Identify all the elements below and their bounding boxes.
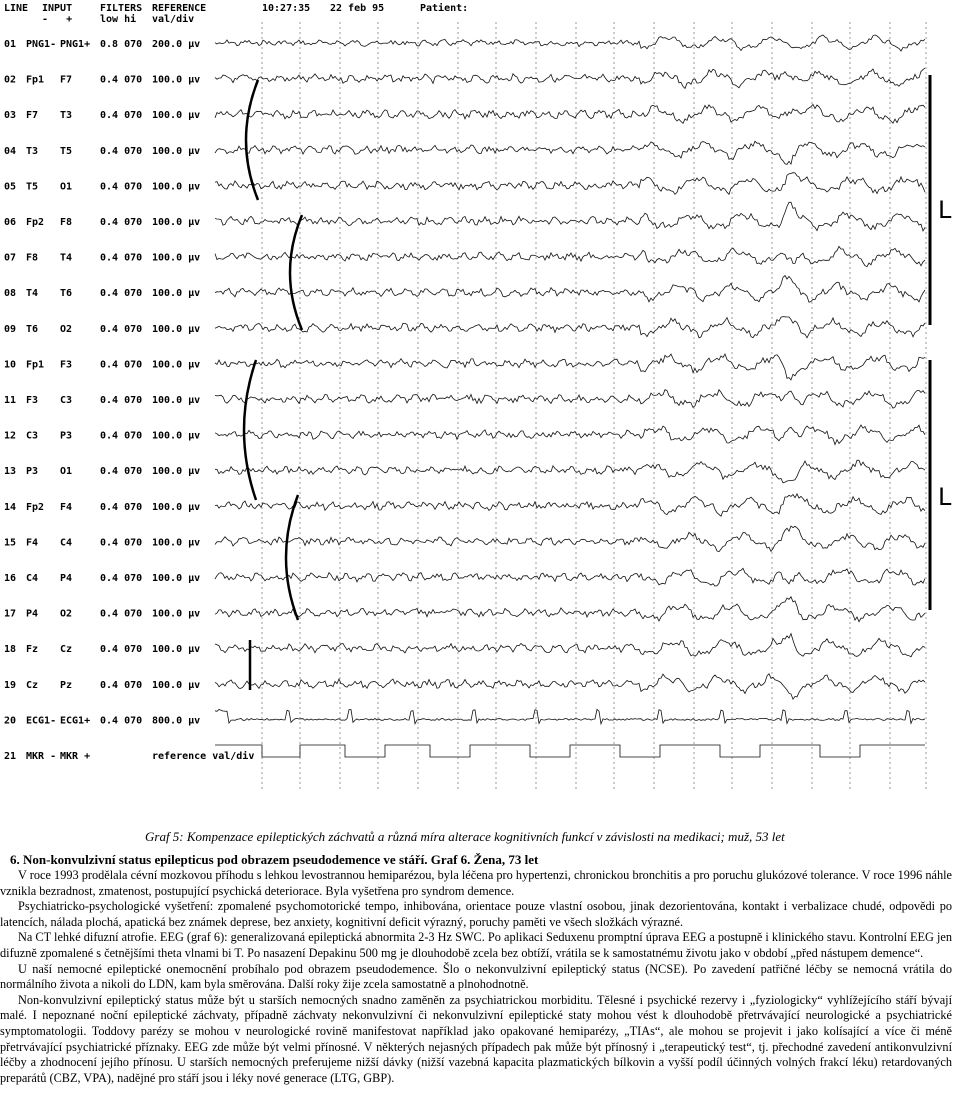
channel-input-neg: T5: [26, 181, 39, 193]
channel-input-neg: F3: [26, 395, 39, 406]
eeg-channel-labels: [4, 39, 254, 762]
channel-trace: [215, 745, 925, 757]
channel-row: [4, 573, 200, 584]
channel-number: 20: [4, 715, 17, 727]
caption-lead: Graf 5:: [145, 829, 187, 844]
channel-input-pos: F4: [60, 501, 73, 513]
channel-number: 05: [4, 181, 17, 193]
channel-input-neg: Fp1: [26, 74, 45, 86]
channel-reference: 100.0 µv: [152, 395, 201, 406]
channel-filter: 0.4 070: [100, 573, 143, 584]
channel-filter: 0.4 070: [100, 608, 143, 620]
channel-number: 07: [4, 252, 17, 264]
header-line: LINE: [4, 3, 29, 14]
channel-input-pos: P4: [60, 573, 73, 584]
channel-input-neg: MKR -: [26, 751, 57, 762]
channel-input-neg: P3: [26, 466, 39, 478]
channel-input-pos: Pz: [60, 679, 73, 691]
channel-number: 11: [4, 395, 17, 406]
channel-row: [4, 359, 200, 370]
channel-filter: 0.4 070: [100, 181, 143, 193]
channel-row: [4, 431, 200, 442]
paragraph: Non-konvulzivní epileptický status může být u starších nemocných snadno zaměněn za psychiatrickou morbiditu. Tělesné i psychické rezervy i „fyziologicky“ vyhlížejícího stáří bývají malé. I nepoznané noční epileptické záchvaty, případně záchvaty nekonvulzivní či nekonvulzivní epileptické staty mohou vést k dlouhodobě přetrvávající neurologické a psychiatrické symptomatologii. Toddovy parézy se mohou v neurologické rovině manifestovat například jako opakované hemiparézy, „TIAs“, ale mohou se projevit i jako kolísající a více či méně přetrvávající psychiatrické příznaky. EEG zde může být velmi přínosné. V některých nejasných případech pak může být přínosný i „terapeutický test“, tj. přechodné zavedení antikonvulzivní léčby a zhodnocení jejího přínosu. U starších nemocných preferujeme nižší dávky (nižší vazebná kapacita plazmatických bílkovin a vyšší podíl účinných volných frakcí léku) retardovaných preparátů (CBZ, VPA), nadějné pro stáří jsou i léky nové generace (LTG, GBP).: [0, 992, 952, 1085]
channel-row: [4, 253, 200, 264]
channel-input-pos: Cz: [60, 644, 73, 656]
channel-filter: 0.4 070: [100, 715, 143, 727]
channel-trace: [215, 354, 925, 380]
channel-number: 21: [4, 751, 17, 762]
paragraph: Psychiatricko-psychologické vyšetření: zpomalené psychomotorické tempo, inhibována, orientace pouze vlastní osobou, jinak dezorientována, kontakt i verbalizace chudé, odpovědi po latencích, nálada plochá, apatická bez známek deprese, bez anxiety, kognitivní deficit výrazný, poruchy paměti ve všech složkách výrazné.: [0, 899, 952, 929]
channel-row: [4, 395, 200, 406]
channel-input-pos: F3: [60, 359, 73, 371]
channel-row: [4, 75, 200, 86]
channel-input-pos: C4: [60, 537, 73, 549]
channel-reference: 100.0 µv: [152, 288, 201, 300]
channel-reference: 100.0 µv: [152, 181, 201, 193]
header-input-signs: - +: [42, 14, 73, 25]
channel-row: [4, 110, 200, 121]
channel-filter: 0.4 070: [100, 323, 143, 335]
channel-trace: [215, 246, 925, 266]
header-filters: FILTERS: [100, 3, 143, 14]
header-input: INPUT: [42, 3, 73, 14]
eeg-traces: [215, 35, 925, 757]
channel-input-pos: T6: [60, 288, 73, 300]
channel-trace: [215, 526, 925, 552]
channel-number: 13: [4, 466, 17, 478]
channel-input-neg: C3: [26, 430, 39, 442]
channel-input-pos: T5: [60, 145, 73, 157]
channel-input-neg: P4: [26, 608, 39, 620]
header-date: 22 feb 95: [330, 3, 385, 14]
channel-number: 14: [4, 501, 17, 513]
channel-input-neg: ECG1-: [26, 715, 57, 727]
channel-row: [4, 181, 200, 192]
channel-input-neg: Cz: [26, 679, 39, 691]
channel-trace: [215, 276, 925, 303]
channel-input-neg: Fz: [26, 644, 39, 656]
header-patient: Patient:: [420, 3, 469, 14]
channel-trace: [215, 390, 925, 409]
channel-number: 08: [4, 288, 17, 300]
channel-filter: 0.4 070: [100, 466, 143, 478]
channel-row: [4, 502, 200, 513]
channel-input-neg: C4: [26, 573, 39, 584]
channel-trace: [215, 568, 925, 586]
channel-input-neg: T4: [26, 288, 39, 300]
channel-input-pos: O2: [60, 608, 73, 620]
eeg-annotations: [244, 75, 952, 690]
channel-reference: 800.0 µv: [152, 715, 201, 727]
paragraph: V roce 1993 prodělala cévní mozkovou příhodu s lehkou levostrannou hemiparézou, byla léčena pro hypertenzi, chronickou bronchitis a pro poruchu glukózové tolerance. V roce 1996 náhle vznikla bezradnost, zmatenost, postupující psychická deteriorace. Byla vyšetřena pro syndrom demence.: [0, 868, 952, 898]
channel-number: 04: [4, 145, 17, 157]
channel-number: 16: [4, 573, 17, 584]
channel-trace: [215, 173, 925, 195]
channel-filter: 0.4 070: [100, 74, 143, 86]
channel-filter: 0.4 070: [100, 359, 143, 371]
channel-input-pos: O1: [60, 181, 73, 193]
paragraph: Na CT lehké difuzní atrofie. EEG (graf 6): generalizovaná epileptická abnormita 2-3 Hz SWC. Po aplikaci Seduxenu promptní úprava EEG a postupně i klinického stavu. Kontrolní EEG jen difuzně zpomalené s četnějšími theta vlnami bi T. Po nasazení Depakinu 500 mg je dlouhodobě zcela bez obtíží, vrátila se k samostatnému životu jako v období „před nástupem demence“.: [0, 930, 952, 960]
channel-number: 03: [4, 110, 17, 122]
channel-input-pos: O1: [60, 466, 73, 478]
channel-row: [4, 324, 200, 335]
channel-row: [4, 609, 200, 620]
channel-filter: 0.4 070: [100, 288, 143, 300]
channel-input-pos: MKR +: [60, 751, 91, 762]
channel-reference: 100.0 µv: [152, 501, 201, 513]
channel-input-pos: F7: [60, 74, 73, 86]
channel-filter: 0.4 070: [100, 217, 143, 228]
body-text: [0, 868, 952, 1086]
channel-filter: 0.4 070: [100, 110, 143, 122]
channel-trace: [215, 317, 925, 338]
channel-input-neg: T3: [26, 145, 39, 157]
channel-reference: 100.0 µv: [152, 217, 201, 228]
channel-filter: 0.4 070: [100, 679, 143, 691]
channel-input-pos: F8: [60, 217, 73, 228]
channel-trace: [215, 709, 925, 724]
channel-trace: [215, 68, 925, 88]
channel-trace: [215, 597, 925, 622]
channel-filter: 0.4 070: [100, 145, 143, 157]
channel-trace: [215, 105, 925, 124]
channel-input-neg: Fp1: [26, 359, 45, 371]
channel-row: [4, 715, 200, 726]
paragraph: U naší nemocné epileptické onemocnění probíhalo pod obrazem pseudodemence. Šlo o nekonvulzivní epileptický status (NCSE). Po zavedení patřičné léčby se nemocná vrátila do normálního života a nikoli do LDN, kam byla směrována. Další roky žije zcela samostatně a plnohodnotně.: [0, 961, 952, 992]
channel-row: [4, 466, 200, 477]
channel-number: 01: [4, 39, 17, 50]
channel-input-pos: C3: [60, 395, 73, 406]
channel-reference: 100.0 µv: [152, 644, 201, 656]
channel-input-pos: PNG1+: [60, 39, 91, 50]
channel-row: [4, 288, 200, 299]
channel-input-pos: ECG1+: [60, 715, 91, 727]
channel-reference: 100.0 µv: [152, 74, 201, 86]
channel-reference: 100.0 µv: [152, 466, 201, 478]
bracket-mark: [286, 495, 298, 620]
channel-filter: 0.4 070: [100, 537, 143, 549]
channel-trace: [215, 674, 925, 700]
channel-trace: [215, 35, 925, 51]
channel-reference: 100.0 µv: [152, 608, 201, 620]
channel-reference: 100.0 µv: [152, 323, 201, 335]
channel-reference: reference val/div: [152, 751, 255, 762]
bracket-mark: [244, 360, 256, 500]
channel-trace: [215, 460, 925, 483]
channel-trace: [215, 634, 925, 657]
channel-reference: 100.0 µv: [152, 110, 201, 122]
channel-number: 19: [4, 679, 17, 691]
channel-input-neg: F8: [26, 252, 39, 264]
channel-reference: 200.0 µv: [152, 39, 201, 50]
channel-reference: 100.0 µv: [152, 573, 201, 584]
channel-number: 12: [4, 430, 17, 442]
channel-number: 18: [4, 644, 17, 656]
channel-input-neg: F4: [26, 537, 39, 549]
channel-row: [4, 750, 254, 762]
channel-trace: [215, 202, 925, 231]
header-filters-sub: low hi: [100, 14, 137, 25]
channel-trace: [215, 141, 925, 164]
header-time: 10:27:35: [262, 3, 311, 14]
channel-reference: 100.0 µv: [152, 430, 201, 442]
channel-filter: 0.8 070: [100, 39, 143, 50]
channel-number: 15: [4, 537, 17, 549]
channel-filter: 0.4 070: [100, 644, 143, 656]
channel-reference: 100.0 µv: [152, 537, 201, 549]
channel-number: 09: [4, 323, 17, 335]
channel-reference: 100.0 µv: [152, 252, 201, 264]
channel-reference: 100.0 µv: [152, 679, 201, 691]
channel-filter: 0.4 070: [100, 430, 143, 442]
section-heading: 6. Non-konvulzivní status epilepticus pod obrazem pseudodemence ve stáří. Graf 6. Žena, 73 let: [10, 852, 539, 867]
channel-reference: 100.0 µv: [152, 359, 201, 371]
side-mark: L: [938, 196, 952, 224]
side-mark: L: [938, 483, 952, 511]
channel-trace: [215, 494, 925, 516]
channel-input-pos: O2: [60, 323, 73, 335]
channel-input-neg: Fp2: [26, 217, 45, 228]
channel-trace: [215, 425, 925, 445]
channel-input-neg: PNG1-: [26, 39, 57, 50]
channel-number: 02: [4, 74, 17, 86]
eeg-header: [4, 2, 468, 25]
channel-row: [4, 217, 200, 228]
channel-filter: 0.4 070: [100, 395, 143, 406]
channel-row: [4, 644, 200, 655]
channel-number: 06: [4, 217, 17, 228]
header-reference: REFERENCE: [152, 3, 207, 14]
channel-number: 10: [4, 359, 17, 371]
channel-row: [4, 680, 200, 691]
channel-number: 17: [4, 608, 17, 620]
channel-input-pos: P3: [60, 430, 73, 442]
channel-filter: 0.4 070: [100, 501, 143, 513]
channel-reference: 100.0 µv: [152, 145, 201, 157]
channel-input-neg: T6: [26, 323, 39, 335]
channel-input-neg: F7: [26, 110, 39, 122]
channel-filter: 0.4 070: [100, 252, 143, 264]
caption-text: Kompenzace epileptických záchvatů a různá míra alterace kognitivních funkcí v závislosti na medikaci; muž, 53 let: [186, 829, 785, 844]
channel-row: [4, 537, 200, 548]
channel-input-pos: T3: [60, 110, 73, 122]
channel-input-pos: T4: [60, 252, 73, 264]
header-reference-sub: val/div: [152, 14, 195, 25]
channel-row: [4, 146, 200, 157]
figure-caption: [145, 829, 785, 845]
channel-input-neg: Fp2: [26, 501, 45, 513]
channel-row: [4, 39, 200, 50]
bracket-mark: [246, 80, 258, 200]
